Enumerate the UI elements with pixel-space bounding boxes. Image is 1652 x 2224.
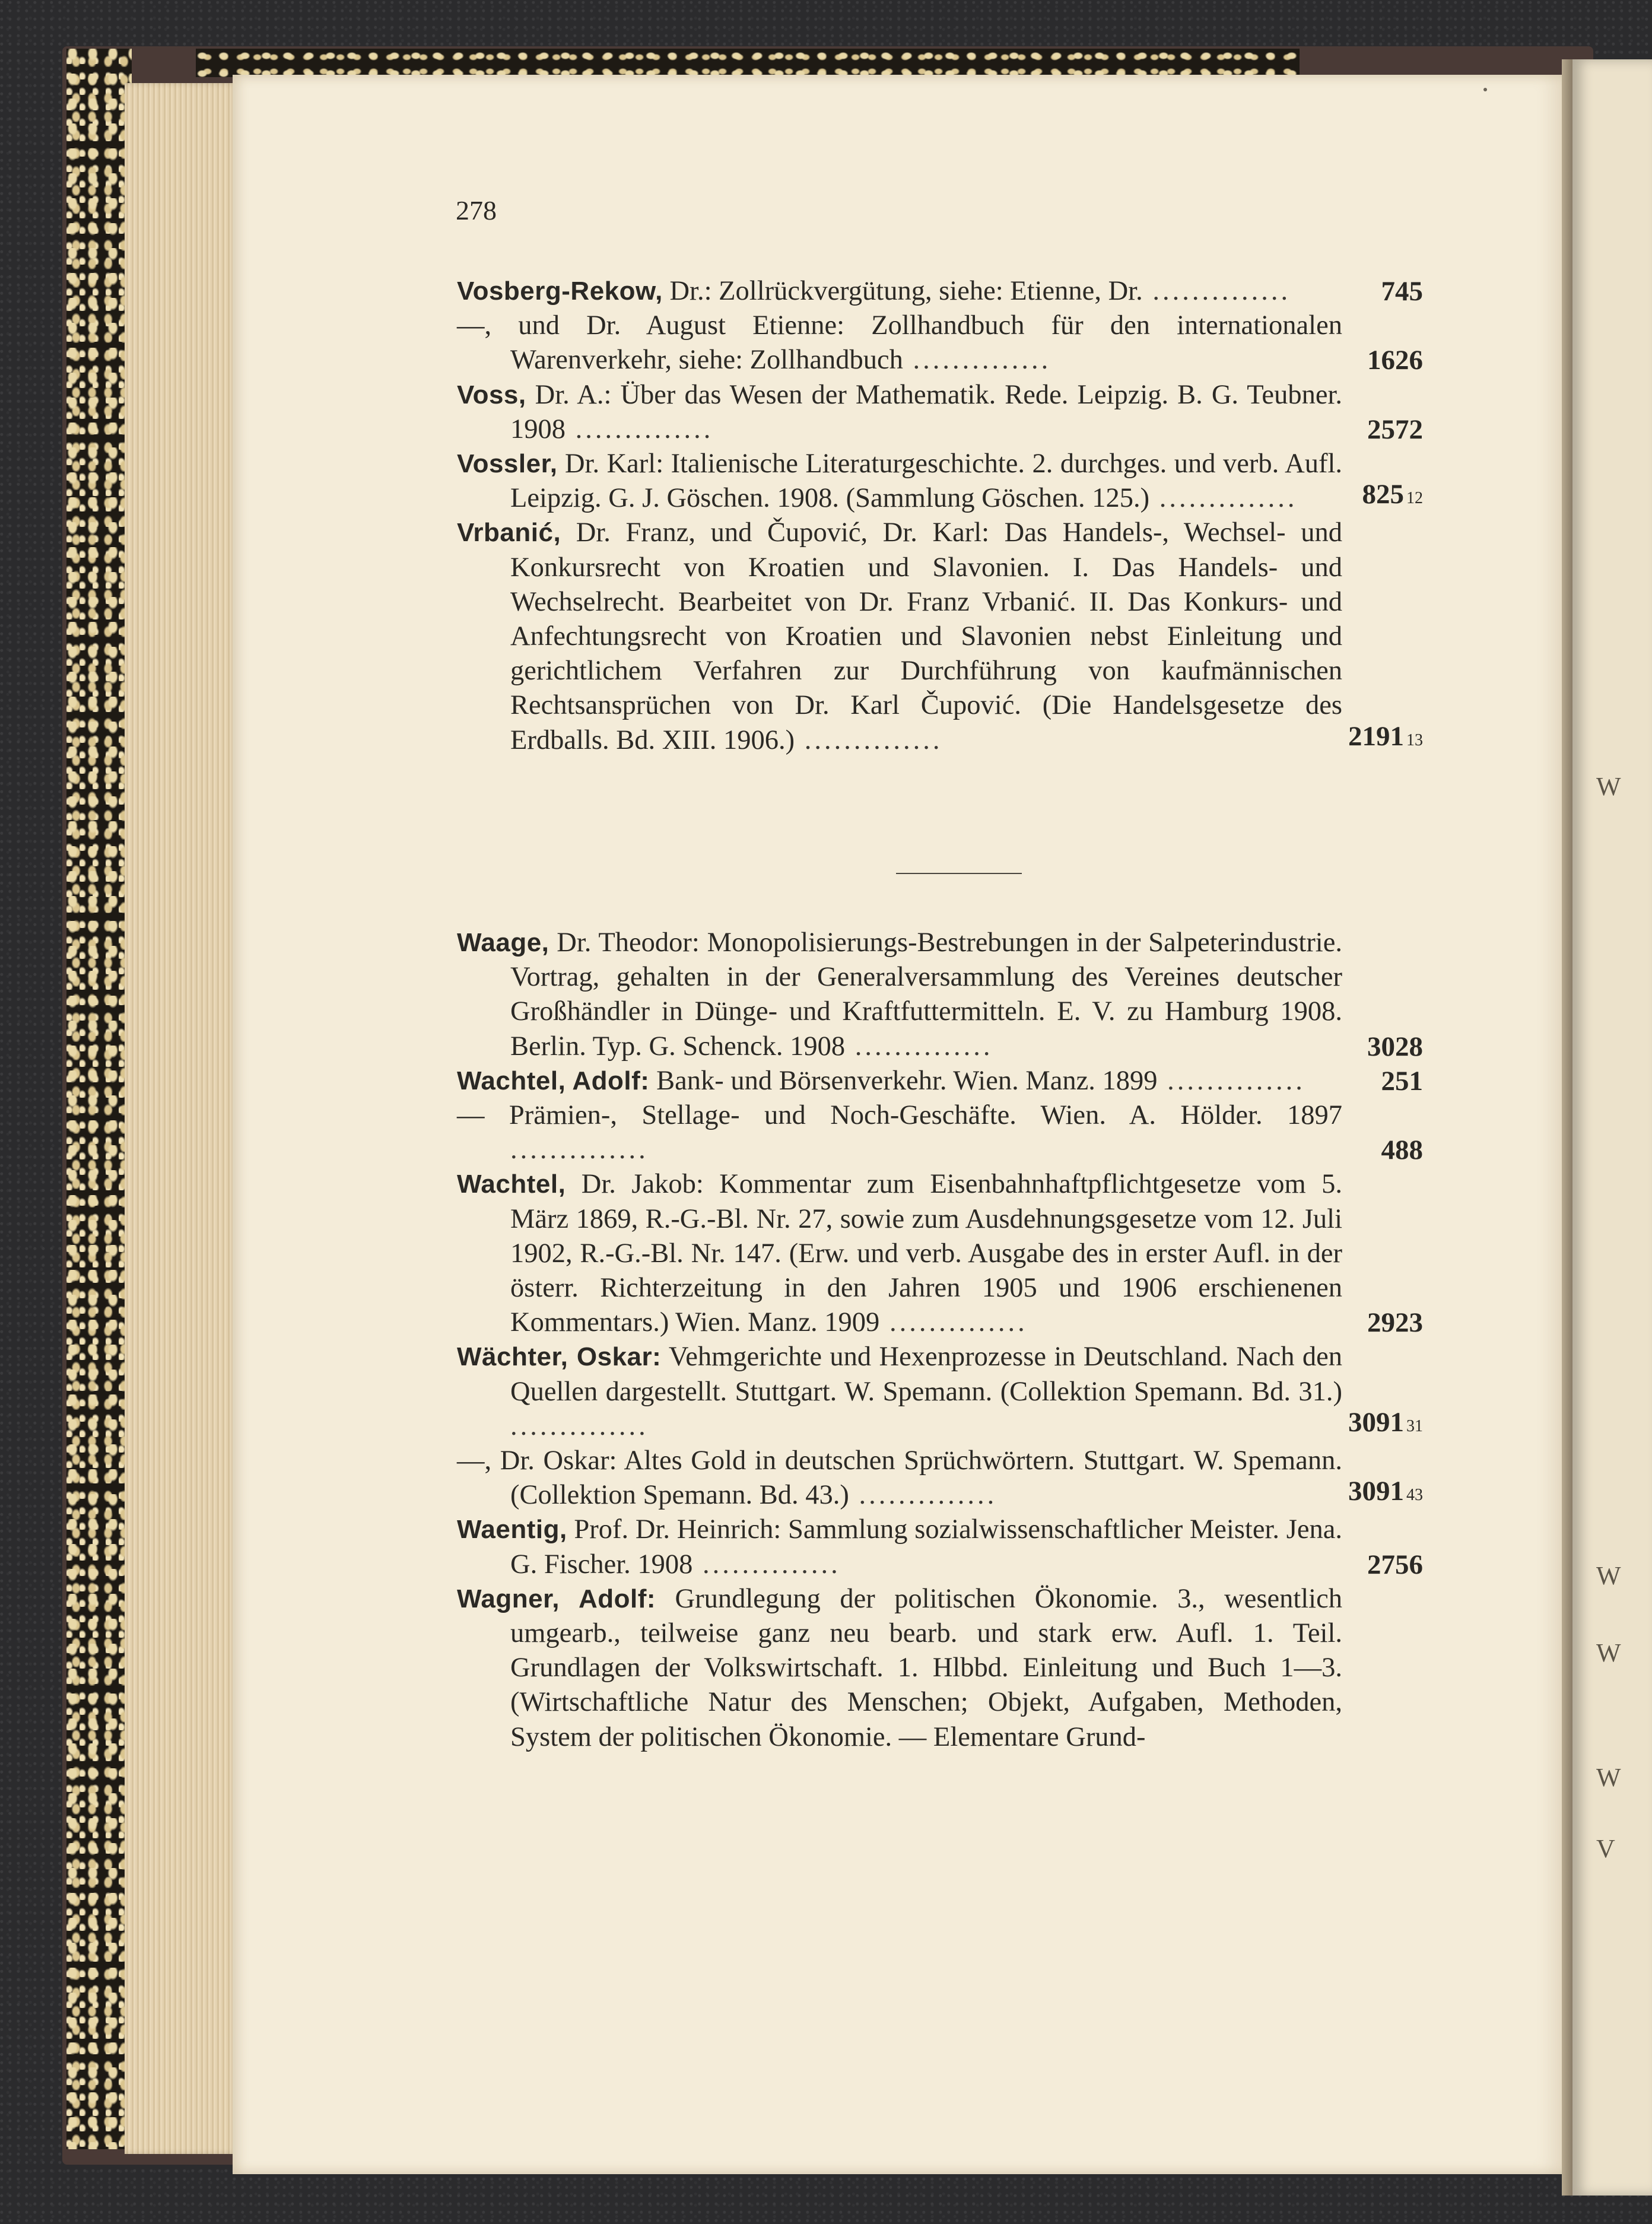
catalog-number: 1626 [1367, 345, 1423, 376]
facing-page-letter: W [1596, 1638, 1621, 1667]
catalog-number: 2756 [1367, 1549, 1423, 1580]
bibliography-entry [457, 1167, 1437, 1340]
entry-author: Wachtel, [457, 1170, 566, 1199]
dot-leader: .............. [1142, 276, 1291, 306]
catalog-subnumber: 31 [1406, 1416, 1423, 1435]
facing-page [1572, 59, 1652, 2196]
page-number: 278 [456, 195, 497, 225]
entry-author: Vossler, [457, 449, 558, 479]
catalog-subnumber: 43 [1406, 1486, 1423, 1505]
facing-page-letter: W [1596, 772, 1621, 801]
marbled-cover-edge [66, 49, 132, 2149]
entries-section-v [457, 274, 1437, 758]
catalog-subnumber: 13 [1406, 730, 1423, 749]
entry-text: —, Dr. Oskar: Altes Gold in deutschen Sprüchwörtern. Stuttgart. W. Spemann. (Collektion Spemann. Bd. 43.) [457, 1445, 1342, 1511]
catalog-subnumber: 12 [1406, 489, 1423, 508]
bibliography-entry [457, 309, 1437, 377]
catalog-number: 3028 [1367, 1031, 1423, 1062]
dot-leader: .............. [879, 1307, 1028, 1338]
dot-leader: .............. [849, 1480, 997, 1511]
entry-text: Dr. Karl: Italienische Literaturgeschichte. 2. durchges. und verb. Aufl. Leipzig. G. J. Göschen. 1908. (Sammlung Göschen. 125.) [510, 449, 1342, 514]
catalog-number: 825 12 [1362, 479, 1423, 510]
entry-author: Wächter, Oskar: [457, 1342, 662, 1372]
entry-text: Dr. Theodor: Monopolisierungs-Bestrebungen in der Salpeterindustrie. Vortrag, gehalten in der Generalversammlung des Vereines deutscher Großhändler in Dünge- und Kraftfuttermitteln. E. V. zu Hamburg 1908. Berlin. Typ. G. Schenck. 1908 [510, 927, 1342, 1062]
bibliography-entry [457, 447, 1437, 516]
catalog-number: 745 [1381, 276, 1423, 307]
dot-leader: .............. [795, 725, 943, 755]
bibliography-entry [457, 926, 1437, 1064]
dot-leader: .............. [692, 1549, 841, 1580]
dot-leader: .............. [845, 1031, 993, 1062]
entry-text: Prof. Dr. Heinrich: Sammlung sozialwissenschaftlicher Meister. Jena. G. Fischer. 1908 [510, 1514, 1342, 1580]
entry-text: Grundlegung der politischen Ökonomie. 3., wesentlich umgearb., teilweise ganz neu bearb. und stark erw. Aufl. 1. Teil. Grundlagen der Volkswirtschaft. 1. Hlbbd. Einleitung und Buch 1—3. (Wirtschaftliche Natur des Menschen; Objekt, Aufgaben, Methoden, System der politischen Ökonomie. — Elementare Grund- [510, 1583, 1342, 1752]
entry-author: Voss, [457, 380, 526, 409]
dot-leader: .............. [566, 414, 714, 444]
catalog-number: 488 [1381, 1135, 1423, 1166]
page-block-edges [125, 83, 237, 2154]
entry-author: Vrbanić, [457, 518, 561, 548]
bibliography-entry [457, 378, 1437, 447]
bibliography-entry [457, 1582, 1437, 1755]
page-speck [1483, 88, 1487, 91]
entry-author: Waage, [457, 928, 549, 957]
marbled-cover-top [196, 49, 1300, 77]
catalog-number: 2191 13 [1348, 720, 1423, 752]
entry-text: Dr. Franz, und Čupović, Dr. Karl: Das Handels-, Wechsel- und Konkursrecht von Kroatien und Slavonien. I. Das Handels- und Wechselrecht. Bearbeitet von Dr. Franz Vrbanić. II. Das Konkurs- und Anfechtungsrecht von Kroatien und Slavonien nebst Einleitung und gerichtlichem Verfahren zur Durchführung von kaufmännischen Rechtsansprüchen von Dr. Karl Čupović. (Die Handelsgesetze des Erdballs. Bd. XIII. 1906.) [510, 517, 1342, 755]
catalog-number: 2572 [1367, 414, 1423, 445]
catalog-number: 3091 43 [1348, 1476, 1423, 1507]
entry-text: Dr. Jakob: Kommentar zum Eisenbahnhaftpflichtgesetze vom 5. März 1869, R.-G.-Bl. Nr. 27, sowie zum Ausdehnungsgesetze vom 12. Juli 1902, R.-G.-Bl. Nr. 147. (Erw. und verb. Ausgabe des in erster Aufl. in der österr. Richterzeitung in den Jahren 1905 und 1906 erschienenen Kommentars.) Wien. Manz. 1909 [510, 1169, 1342, 1338]
entry-text: Dr.: Zollrückvergütung, siehe: Etienne, Dr. [662, 276, 1143, 306]
facing-page-letter: W [1596, 1763, 1621, 1792]
bibliography-entry [457, 1098, 1437, 1167]
catalog-number: 251 [1381, 1065, 1423, 1097]
bibliography-entry [457, 1064, 1437, 1098]
bibliography-entry [457, 1340, 1437, 1444]
entry-text: — Prämien-, Stellage- und Noch-Geschäfte. Wien. A. Hölder. 1897 [457, 1100, 1342, 1131]
facing-page-letter: V [1596, 1834, 1615, 1863]
dot-leader: .............. [903, 345, 1051, 376]
section-separator [896, 873, 1022, 874]
dot-leader: .............. [1157, 1065, 1305, 1096]
facing-page-letter: W [1596, 1561, 1621, 1590]
bibliography-entry [457, 516, 1437, 757]
entry-author: Wachtel, Adolf: [457, 1066, 650, 1095]
entry-author: Vosberg-Rekow, [457, 277, 663, 306]
dot-leader: .............. [1149, 483, 1298, 514]
entry-text: —, und Dr. August Etienne: Zollhandbuch für den internationalen Warenverkehr, siehe: Zollhandbuch [457, 310, 1342, 376]
catalog-number: 3091 31 [1348, 1406, 1423, 1438]
entries-section-w [457, 926, 1437, 1755]
dot-leader: .............. [510, 1410, 649, 1441]
entry-text: Dr. A.: Über das Wesen der Mathematik. Rede. Leipzig. B. G. Teubner. 1908 [510, 379, 1342, 444]
bibliography-entry [457, 274, 1437, 309]
entry-text: Vehmgerichte und Hexenprozesse in Deutschland. Nach den Quellen dargestellt. Stuttgart. W. Spemann. (Collektion Spemann. Bd. 31.) [510, 1342, 1342, 1407]
dot-leader: .............. [510, 1135, 649, 1165]
catalog-number: 2923 [1367, 1307, 1423, 1339]
bibliography-entry [457, 1444, 1437, 1513]
entry-author: Wagner, Adolf: [457, 1584, 656, 1613]
book-gutter [1562, 59, 1572, 2196]
entry-author: Waentig, [457, 1515, 567, 1545]
bibliography-entry [457, 1513, 1437, 1581]
entry-text: Bank- und Börsenverkehr. Wien. Manz. 1899 [649, 1065, 1158, 1096]
